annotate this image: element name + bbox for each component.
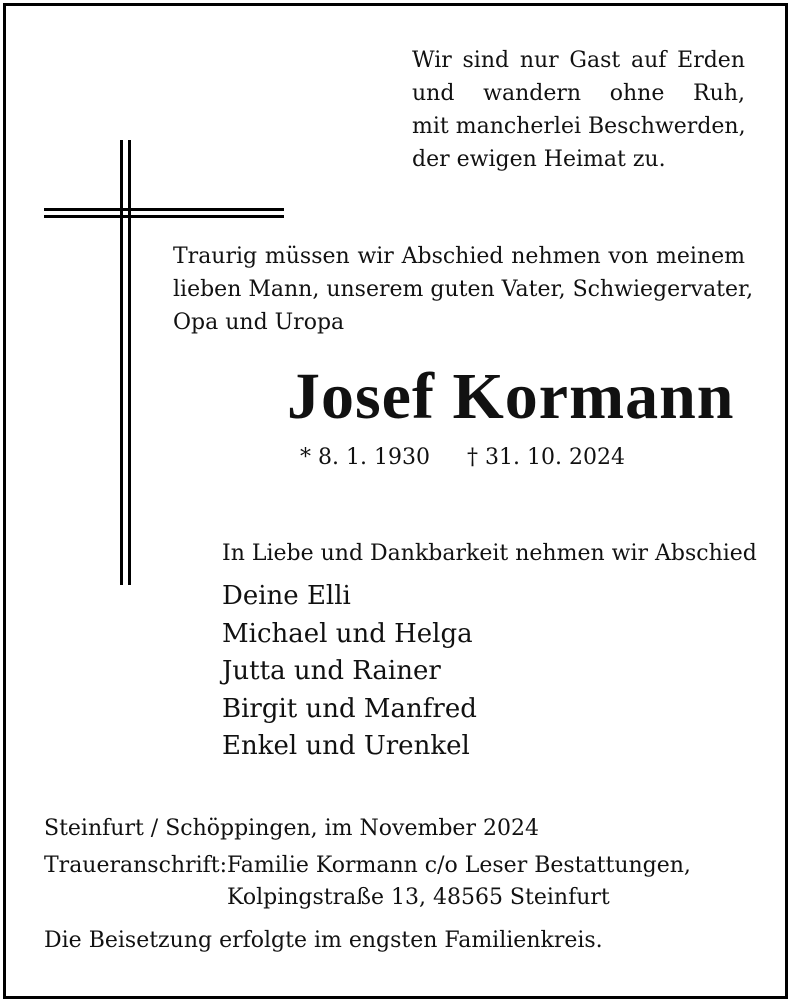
- poem: [412, 44, 745, 176]
- intro-line: Traurig müssen wir Abschied nehmen von meinem: [173, 244, 745, 269]
- intro-line: Opa und Uropa: [173, 310, 345, 335]
- cross-horizontal-bar: [44, 208, 284, 211]
- address-label: Traueranschrift:: [44, 853, 228, 878]
- address-line: Familie Kormann c/o Leser Bestattungen,: [227, 853, 691, 878]
- poem-line: Wir sind nur Gast auf Erden: [412, 48, 745, 73]
- place-date: Steinfurt / Schöppingen, im November 2024: [44, 816, 539, 841]
- address-line: Kolpingstraße 13, 48565 Steinfurt: [227, 885, 610, 910]
- poem-line: und wandern ohne Ruh,: [412, 81, 745, 106]
- family-list: [222, 578, 477, 766]
- cross-horizontal-bar: [44, 215, 284, 218]
- poem-line: mit mancherlei Beschwerden,: [412, 114, 746, 139]
- intro-line: lieben Mann, unserem guten Vater, Schwiegervater,: [173, 277, 754, 302]
- death-date: † 31. 10. 2024: [467, 445, 625, 470]
- intro-text: [173, 240, 754, 339]
- deceased-name: [0, 358, 791, 436]
- family-member: Deine Elli: [222, 581, 351, 611]
- family-member: Enkel und Urenkel: [222, 731, 470, 762]
- deceased-name-text: Josef Kormann: [287, 360, 735, 433]
- family-member: Jutta und Rainer: [222, 656, 441, 687]
- birth-date: * 8. 1. 1930: [300, 445, 430, 470]
- family-member: Michael und Helga: [222, 618, 473, 649]
- family-member: Birgit und Manfred: [222, 693, 477, 724]
- burial-note: Die Beisetzung erfolgte im engsten Familienkreis.: [44, 928, 603, 953]
- poem-line: der ewigen Heimat zu.: [412, 147, 666, 172]
- farewell-text: In Liebe und Dankbarkeit nehmen wir Abschied: [222, 541, 757, 566]
